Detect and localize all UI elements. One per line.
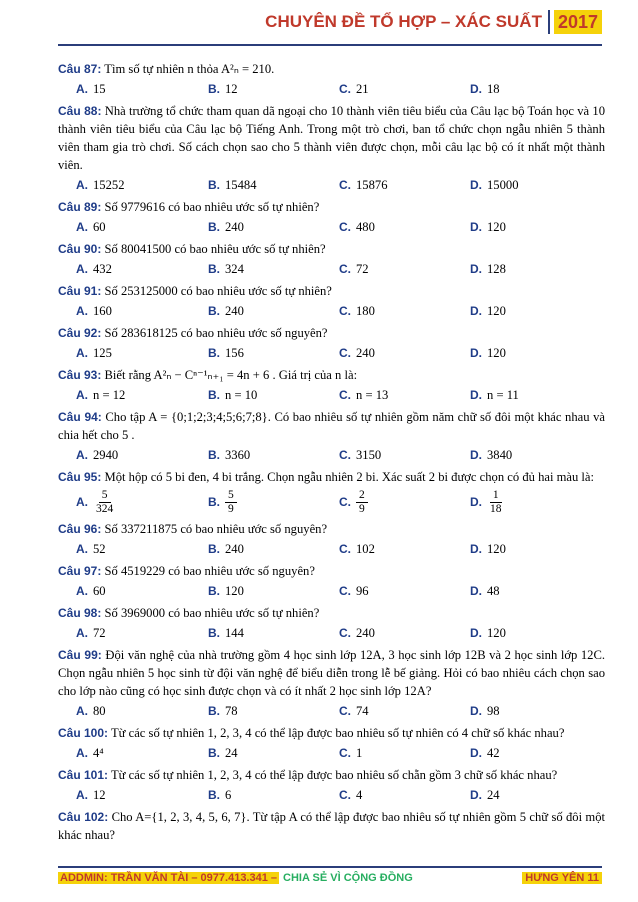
option-value: 160	[93, 304, 112, 318]
option-value: 21	[356, 82, 369, 96]
answer-option	[58, 177, 208, 194]
option-letter: B.	[208, 346, 220, 360]
answer-option	[339, 787, 470, 804]
answer-options	[58, 447, 605, 464]
question	[58, 520, 605, 538]
question	[58, 102, 605, 174]
question-text: Đội văn nghệ của nhà trường gồm 4 học sinh lớp 12A, 3 học sinh lớp 12B và 2 học sinh lớp 12C. Chọn ngẫu nhiên 5 học sinh từ đội văn nghệ để biểu diễn trong lễ bế giảng. Hỏi có bao nhiêu cách chọn sao cho lớp nào cũng có học sinh được chọn và có ít nhất 2 học sinh lớp 12A?	[58, 648, 605, 698]
option-letter: C.	[339, 746, 351, 760]
option-letter: A.	[76, 495, 88, 509]
answer-options	[58, 745, 605, 762]
option-letter: D.	[470, 346, 482, 360]
option-value: 324	[225, 262, 244, 276]
answer-option	[208, 787, 339, 804]
footer-admin: ADDMIN: TRẦN VĂN TÀI – 0977.413.341 –	[60, 872, 278, 884]
question-label: Câu 100:	[58, 726, 109, 740]
fraction-numerator: 1	[490, 489, 502, 503]
page-header	[265, 10, 602, 34]
option-fraction	[356, 489, 368, 516]
answer-option	[470, 447, 580, 464]
question-label: Câu 91:	[58, 284, 102, 298]
answer-option	[339, 177, 470, 194]
option-letter: C.	[339, 178, 351, 192]
option-letter: B.	[208, 220, 220, 234]
question	[58, 724, 605, 742]
option-value: 15000	[487, 178, 519, 192]
answer-option	[58, 489, 208, 516]
option-letter: D.	[470, 626, 482, 640]
option-letter: A.	[76, 346, 88, 360]
answer-option	[58, 345, 208, 362]
question-text: Số 9779616 có bao nhiêu ước số tự nhiên?	[104, 200, 320, 214]
answer-option	[339, 583, 470, 600]
answer-option	[470, 625, 580, 642]
option-value: 120	[487, 346, 506, 360]
question	[58, 366, 605, 384]
fraction-denominator: 18	[490, 503, 502, 515]
question	[58, 240, 605, 258]
answer-option	[58, 81, 208, 98]
option-letter: A.	[76, 626, 88, 640]
option-letter: A.	[76, 262, 88, 276]
answer-option	[470, 303, 580, 320]
option-value: 52	[93, 542, 106, 556]
option-value: 42	[487, 746, 500, 760]
fraction-numerator: 5	[99, 489, 111, 503]
option-value: 18	[487, 82, 500, 96]
option-value: 180	[356, 304, 375, 318]
option-letter: B.	[208, 448, 220, 462]
answer-options	[58, 261, 605, 278]
option-letter: B.	[208, 746, 220, 760]
option-letter: A.	[76, 82, 88, 96]
option-letter: A.	[76, 746, 88, 760]
answer-option	[339, 489, 470, 516]
answer-option	[208, 703, 339, 720]
question	[58, 766, 605, 784]
answer-options	[58, 81, 605, 98]
option-letter: A.	[76, 788, 88, 802]
option-letter: A.	[76, 542, 88, 556]
option-value: 120	[487, 626, 506, 640]
answer-option	[208, 345, 339, 362]
option-value: 240	[225, 220, 244, 234]
question-label: Câu 90:	[58, 242, 102, 256]
question-list	[58, 60, 605, 847]
option-value: 120	[487, 304, 506, 318]
option-letter: A.	[76, 584, 88, 598]
question-label: Câu 97:	[58, 564, 102, 578]
answer-options	[58, 387, 605, 404]
question	[58, 60, 605, 78]
option-letter: A.	[76, 704, 88, 718]
question	[58, 468, 605, 486]
answer-option	[58, 703, 208, 720]
answer-options	[58, 219, 605, 236]
answer-option	[58, 787, 208, 804]
option-value: 3840	[487, 448, 513, 462]
question-label: Câu 96:	[58, 522, 102, 536]
answer-options	[58, 177, 605, 194]
option-value: 125	[93, 346, 112, 360]
answer-option	[208, 261, 339, 278]
option-value: 2940	[93, 448, 119, 462]
answer-option	[470, 541, 580, 558]
option-letter: B.	[208, 626, 220, 640]
option-value: 128	[487, 262, 506, 276]
question	[58, 324, 605, 342]
question-text: Cho A={1, 2, 3, 4, 5, 6, 7}. Từ tập A có thể lập được bao nhiêu số tự nhiên gồm 5 chữ số đôi một khác nhau?	[58, 810, 605, 842]
option-letter: A.	[76, 304, 88, 318]
option-value: n = 13	[356, 388, 389, 402]
question-text: Một hộp có 5 bi đen, 4 bi trắng. Chọn ngẫu nhiên 2 bi. Xác suất 2 bi được chọn có đủ hai màu là:	[104, 470, 595, 484]
option-letter: C.	[339, 82, 351, 96]
option-letter: C.	[339, 346, 351, 360]
answer-option	[208, 447, 339, 464]
option-letter: B.	[208, 178, 220, 192]
option-value: 6	[225, 788, 232, 802]
answer-option	[470, 489, 580, 516]
option-value: 240	[356, 626, 375, 640]
option-value: 240	[225, 542, 244, 556]
answer-option	[208, 625, 339, 642]
option-value: 240	[225, 304, 244, 318]
option-letter: C.	[339, 448, 351, 462]
question-text: Số 283618125 có bao nhiêu ước số nguyên?	[104, 326, 328, 340]
answer-option	[470, 219, 580, 236]
option-letter: C.	[339, 304, 351, 318]
question-label: Câu 102:	[58, 810, 109, 824]
answer-options	[58, 703, 605, 720]
option-letter: D.	[470, 262, 482, 276]
answer-option	[208, 489, 339, 516]
option-fraction	[487, 489, 505, 516]
answer-option	[208, 745, 339, 762]
option-letter: C.	[339, 626, 351, 640]
question-text: Số 337211875 có bao nhiêu ước số nguyên?	[104, 522, 328, 536]
question-text: Số 3969000 có bao nhiêu ước số tự nhiên?	[104, 606, 320, 620]
option-letter: C.	[339, 388, 351, 402]
answer-option	[208, 541, 339, 558]
answer-option	[339, 447, 470, 464]
answer-options	[58, 787, 605, 804]
option-value: 15	[93, 82, 106, 96]
footer-note: CHIA SẺ VÌ CỘNG ĐỒNG	[283, 872, 413, 884]
option-letter: D.	[470, 495, 482, 509]
question-text: Số 253125000 có bao nhiêu ước số tự nhiên?	[104, 284, 332, 298]
option-value: 80	[93, 704, 106, 718]
option-letter: A.	[76, 220, 88, 234]
option-letter: A.	[76, 388, 88, 402]
option-value: 156	[225, 346, 244, 360]
answer-option	[470, 583, 580, 600]
answer-option	[208, 177, 339, 194]
option-value: 24	[225, 746, 238, 760]
option-letter: B.	[208, 82, 220, 96]
option-value: 4	[356, 788, 363, 802]
answer-option	[339, 541, 470, 558]
question-label: Câu 99:	[58, 648, 102, 662]
question-label: Câu 92:	[58, 326, 102, 340]
option-value: 15876	[356, 178, 388, 192]
option-letter: B.	[208, 584, 220, 598]
fraction-numerator: 5	[225, 489, 237, 503]
answer-option	[58, 625, 208, 642]
option-value: 15252	[93, 178, 125, 192]
option-value: n = 10	[225, 388, 258, 402]
question	[58, 562, 605, 580]
option-letter: B.	[208, 388, 220, 402]
option-letter: D.	[470, 220, 482, 234]
option-letter: D.	[470, 788, 482, 802]
answer-option	[470, 787, 580, 804]
answer-option	[339, 261, 470, 278]
option-value: 12	[225, 82, 238, 96]
question-text: Số 80041500 có bao nhiêu ước số tự nhiên?	[104, 242, 326, 256]
option-letter: B.	[208, 542, 220, 556]
option-letter: B.	[208, 704, 220, 718]
answer-option	[339, 81, 470, 98]
option-letter: D.	[470, 704, 482, 718]
header-title: CHUYÊN ĐỀ TỔ HỢP – XÁC SUẤT	[265, 10, 550, 34]
answer-option	[339, 625, 470, 642]
option-value: 480	[356, 220, 375, 234]
answer-option	[339, 345, 470, 362]
answer-option	[58, 583, 208, 600]
option-letter: D.	[470, 388, 482, 402]
question-text: Biết rằng A²ₙ − Cⁿ⁻¹ₙ₊₁ = 4n + 6 . Giá trị của n là:	[104, 368, 358, 382]
option-value: 60	[93, 584, 106, 598]
option-letter: C.	[339, 704, 351, 718]
answer-option	[208, 81, 339, 98]
question-label: Câu 101:	[58, 768, 109, 782]
option-letter: B.	[208, 304, 220, 318]
option-value: 102	[356, 542, 375, 556]
option-letter: D.	[470, 584, 482, 598]
option-letter: D.	[470, 304, 482, 318]
question-text: Số 4519229 có bao nhiêu ước số nguyên?	[104, 564, 315, 578]
option-value: n = 11	[487, 388, 519, 402]
question	[58, 808, 605, 844]
option-value: 3150	[356, 448, 382, 462]
question	[58, 282, 605, 300]
option-letter: D.	[470, 448, 482, 462]
answer-option	[339, 219, 470, 236]
answer-option	[208, 387, 339, 404]
option-value: 120	[225, 584, 244, 598]
question-text: Tìm số tự nhiên n thỏa A²ₙ = 210.	[104, 62, 275, 76]
question	[58, 646, 605, 700]
option-value: 4⁴	[93, 746, 104, 760]
option-value: 24	[487, 788, 500, 802]
question-text: Từ các số tự nhiên 1, 2, 3, 4 có thể lập được bao nhiêu số chẵn gồm 3 chữ số khác nhau?	[110, 768, 558, 782]
answer-option	[470, 387, 580, 404]
answer-options	[58, 489, 605, 516]
option-letter: B.	[208, 262, 220, 276]
option-value: 98	[487, 704, 500, 718]
header-year: 2017	[554, 10, 602, 34]
option-letter: C.	[339, 220, 351, 234]
option-letter: C.	[339, 495, 351, 509]
answer-options	[58, 303, 605, 320]
option-letter: B.	[208, 788, 220, 802]
question-label: Câu 93:	[58, 368, 102, 382]
option-value: 72	[356, 262, 369, 276]
answer-option	[339, 703, 470, 720]
fraction-denominator: 9	[359, 503, 365, 515]
option-value: 12	[93, 788, 106, 802]
answer-options	[58, 625, 605, 642]
option-letter: C.	[339, 788, 351, 802]
option-fraction	[93, 489, 116, 516]
footer-location: HƯNG YÊN 11	[522, 872, 602, 884]
answer-option	[470, 345, 580, 362]
option-value: 96	[356, 584, 369, 598]
answer-option	[339, 387, 470, 404]
answer-option	[470, 261, 580, 278]
option-value: 72	[93, 626, 106, 640]
fraction-numerator: 2	[356, 489, 368, 503]
option-value: 74	[356, 704, 369, 718]
question-text: Nhà trường tổ chức tham quan dã ngoại cho 10 thành viên tiêu biểu của Câu lạc bộ Toán học và 10 thành viên tiêu biểu của Câu lạc bộ Tiếng Anh. Trong một trò chơi, ban tổ chức chọn ngẫu nhiên 5 thành viên tham gia trò chơi. Số cách chọn sao cho 5 thành viên được chọn, mỗi câu lạc bộ có ít nhất một thành viên.	[58, 104, 605, 172]
option-letter: D.	[470, 746, 482, 760]
answer-options	[58, 583, 605, 600]
question	[58, 604, 605, 622]
option-letter: D.	[470, 178, 482, 192]
question-label: Câu 89:	[58, 200, 102, 214]
question-text: Cho tập A = {0;1;2;3;4;5;6;7;8}. Có bao nhiêu số tự nhiên gồm năm chữ số đôi một khác nhau và chia hết cho 5 .	[58, 410, 605, 442]
answer-option	[470, 745, 580, 762]
question	[58, 408, 605, 444]
answer-option	[339, 303, 470, 320]
answer-option	[58, 219, 208, 236]
answer-option	[58, 303, 208, 320]
answer-options	[58, 541, 605, 558]
answer-option	[58, 261, 208, 278]
question-label: Câu 95:	[58, 470, 102, 484]
option-value: 144	[225, 626, 244, 640]
answer-option	[339, 745, 470, 762]
option-letter: D.	[470, 82, 482, 96]
answer-option	[58, 541, 208, 558]
answer-option	[58, 447, 208, 464]
fraction-denominator: 324	[96, 503, 114, 515]
option-letter: C.	[339, 262, 351, 276]
option-value: 60	[93, 220, 106, 234]
answer-option	[470, 81, 580, 98]
option-letter: C.	[339, 584, 351, 598]
option-letter: D.	[470, 542, 482, 556]
question	[58, 198, 605, 216]
answer-option	[58, 745, 208, 762]
option-value: 48	[487, 584, 500, 598]
question-label: Câu 87:	[58, 62, 102, 76]
question-label: Câu 88:	[58, 104, 102, 118]
option-fraction	[225, 489, 237, 516]
answer-option	[208, 219, 339, 236]
answer-options	[58, 345, 605, 362]
option-value: 3360	[225, 448, 251, 462]
header-rule	[58, 44, 602, 46]
question-text: Từ các số tự nhiên 1, 2, 3, 4 có thể lập được bao nhiêu số tự nhiên có 4 chữ số khác nhau?	[110, 726, 565, 740]
answer-option	[58, 387, 208, 404]
option-value: n = 12	[93, 388, 126, 402]
answer-option	[208, 583, 339, 600]
option-letter: A.	[76, 448, 88, 462]
question-label: Câu 94:	[58, 410, 102, 424]
page-footer	[58, 866, 602, 884]
option-value: 240	[356, 346, 375, 360]
answer-option	[208, 303, 339, 320]
option-value: 78	[225, 704, 238, 718]
option-value: 120	[487, 542, 506, 556]
answer-option	[470, 177, 580, 194]
question-label: Câu 98:	[58, 606, 102, 620]
fraction-denominator: 9	[228, 503, 234, 515]
option-value: 15484	[225, 178, 257, 192]
option-value: 120	[487, 220, 506, 234]
option-value: 432	[93, 262, 112, 276]
option-letter: A.	[76, 178, 88, 192]
option-value: 1	[356, 746, 363, 760]
option-letter: B.	[208, 495, 220, 509]
option-letter: C.	[339, 542, 351, 556]
answer-option	[470, 703, 580, 720]
